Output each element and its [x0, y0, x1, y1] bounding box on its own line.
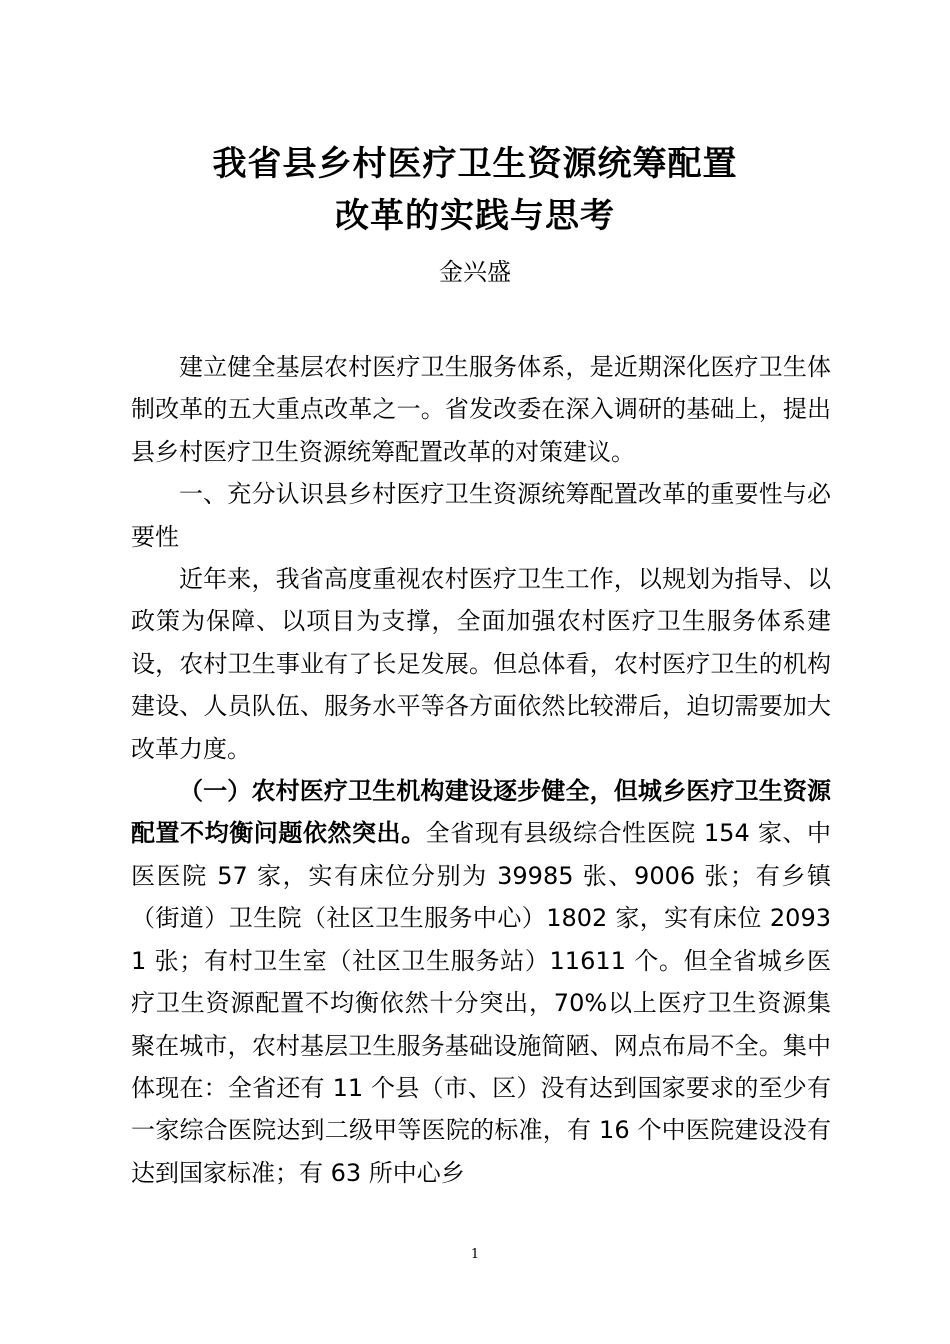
paragraph-background: 近年来，我省高度重视农村医疗卫生工作，以规划为指导、以政策为保障、以项目为支撑，全面加强农村医疗卫生服务体系建设，农村卫生事业有了长足发展。但总体看，农村医疗卫生的机构建设、人员队伍、服务水平等各方面依然比较滞后，迫切需要加大改革力度。	[131, 565, 831, 763]
author-name: 金兴盛	[439, 258, 511, 286]
page-number: 1	[470, 1247, 480, 1262]
section-heading-1: 一、充分认识县乡村医疗卫生资源统筹配置改革的重要性与必要性	[131, 480, 831, 551]
document-title-line-2: 改革的实践与思考	[335, 196, 615, 236]
document-title-line-1: 我省县乡村医疗卫生资源统筹配置	[212, 144, 738, 184]
paragraph-intro: 建立健全基层农村医疗卫生服务体系，是近期深化医疗卫生体制改革的五大重点改革之一。省发改委在深入调研的基础上，提出县乡村医疗卫生资源统筹配置改革的对策建议。	[131, 353, 831, 466]
body-text	[131, 346, 831, 1194]
subsection-body-1: 全省现有县级综合性医院 154 家、中医医院 57 家，实有床位分别为 39985 张、9006 张；有乡镇（街道）卫生院（社区卫生服务中心）1802 家，实有床位 20931 张；有村卫生室（社区卫生服务站）11611 个。但全省城乡医疗卫生资源配置不均衡依然十分突出，70%以上医疗卫生资源集聚在城市，农村基层卫生服务基础设施简陋、网点布局不全。集中体现在：全省还有 11 个县（市、区）没有达到国家要求的至少有一家综合医院达到二级甲等医院的标准，有 16 个中医院建设没有达到国家标准；有 63 所中心乡	[131, 819, 831, 1187]
subsection-heading-1: （一）农村医疗卫生机构建设逐步健全，但城乡医疗卫生资源配置不均衡问题依然突出。	[131, 777, 831, 848]
paragraph-subsection-1	[131, 770, 831, 1194]
